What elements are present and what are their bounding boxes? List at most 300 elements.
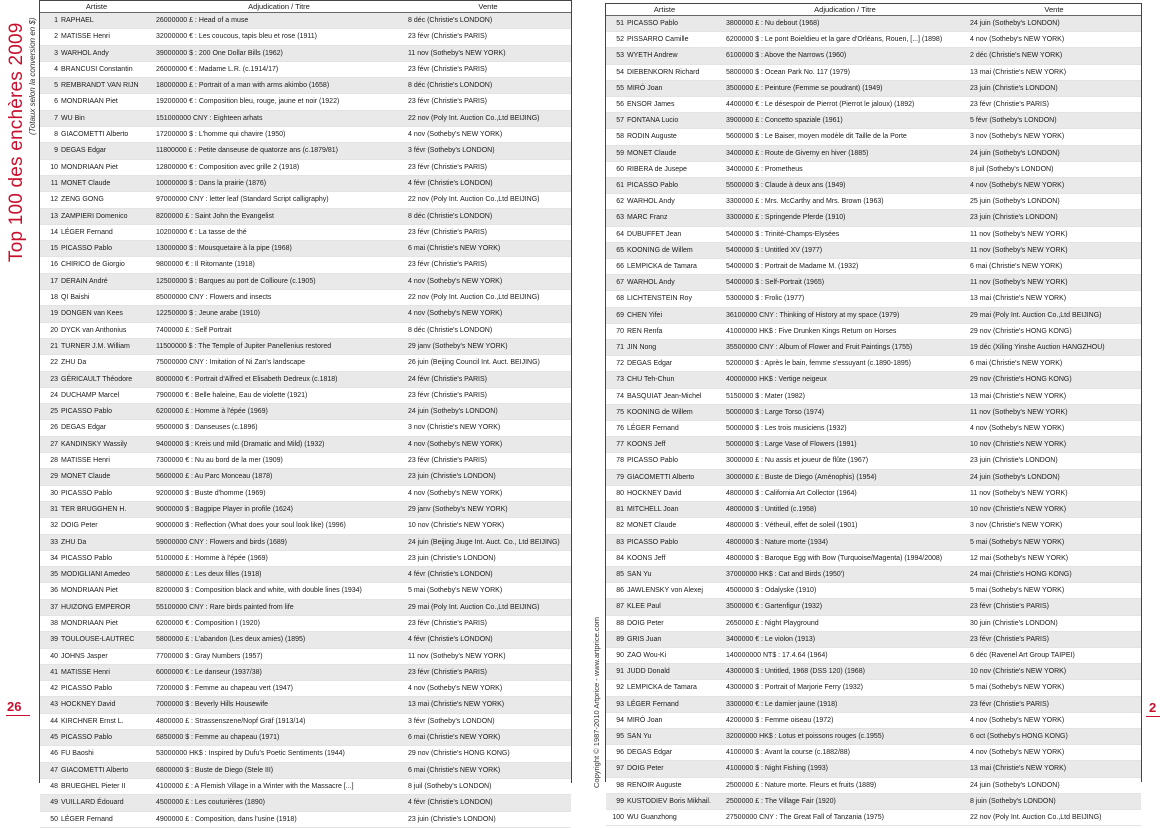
artist-cell [606,291,723,307]
artist-name: LÉGER Fernand [61,815,113,823]
adjudication-title-cell: 5800000 $ : Ocean Park No. 117 (1979) [723,64,967,80]
artist-cell [40,273,153,289]
artist-name: RIBERA de Jusepe [627,165,687,173]
rank-number: 23 [50,375,58,383]
artist-name: RODIN Auguste [627,133,677,141]
table-row [40,208,571,224]
adjudication-title-cell: 6200000 € : Composition I (1920) [153,615,405,631]
sale-cell: 23 févr (Christie's PARIS) [405,94,571,110]
sale-cell: 4 nov (Sotheby's NEW YORK) [405,485,571,501]
rank-number: 66 [616,263,624,271]
rank-number: 13 [50,212,58,220]
artist-name: GRIS Juan [627,635,662,643]
sale-cell: 4 nov (Sotheby's NEW YORK) [405,127,571,143]
artist-cell [40,583,153,599]
artist-cell [606,583,723,599]
adjudication-title-cell: 2500000 £ : The Village Fair (1920) [723,793,967,809]
artist-name: TER BRUGGHEN H. [61,505,127,513]
table-row [606,161,1141,177]
rank-number: 85 [616,570,624,578]
rank-number: 79 [616,473,624,481]
table-row [40,567,571,583]
adjudication-title-cell: 5000000 $ : Large Torso (1974) [723,404,967,420]
artist-cell [40,159,153,175]
adjudication-title-cell: 4500000 $ : Odalyske (1910) [723,583,967,599]
artist-cell [40,94,153,110]
table-row [40,778,571,794]
table-row [40,78,571,94]
sale-cell: 23 févr (Christie's PARIS) [405,61,571,77]
table-row [606,113,1141,129]
adjudication-title-cell: 3300000 £ : Springende Pferde (1910) [723,210,967,226]
artist-cell [40,241,153,257]
table-row [40,681,571,697]
sale-cell: 22 nov (Poly Int. Auction Co.,Ltd BEIJING) [405,110,571,126]
sale-cell: 6 mai (Christie's NEW YORK) [967,259,1141,275]
sale-cell: 19 déc (Xiling Yinshe Auction HANGZHOU) [967,340,1141,356]
page-number-rule-right [1146,716,1160,717]
rank-number: 60 [616,165,624,173]
artist-cell [606,518,723,534]
artist-cell [40,208,153,224]
adjudication-title-cell: 6800000 $ : Buste de Diego (Stele III) [153,762,405,778]
adjudication-title-cell: 3800000 £ : Nu debout (1968) [723,16,967,32]
artist-name: DIEBENKORN Richard [627,68,700,76]
adjudication-title-cell: 7900000 € : Belle haleine, Eau de violette (1921) [153,387,405,403]
artist-name: ZAMPIERI Domenico [61,212,128,220]
sale-cell: 5 févr (Sotheby's LONDON) [967,113,1141,129]
table-row [606,145,1141,161]
sale-cell: 13 mai (Christie's NEW YORK) [967,64,1141,80]
page-number-rule-left [6,715,30,716]
rank-number: 88 [616,619,624,627]
artist-cell [606,194,723,210]
artist-name: KANDINSKY Wassily [61,440,128,448]
table-row [606,129,1141,145]
sale-cell: 23 févr (Christie's PARIS) [405,453,571,469]
artist-cell [606,145,723,161]
rank-number: 71 [616,344,624,352]
artist-name: MONET Claude [627,149,677,157]
adjudication-title-cell: 7400000 £ : Self Portrait [153,322,405,338]
sale-cell: 23 févr (Christie's PARIS) [967,97,1141,113]
artist-cell [606,48,723,64]
table-row [40,13,571,29]
artist-name: LEMPICKA de Tamara [627,684,697,692]
rank-number: 100 [612,813,624,821]
table-row [40,387,571,403]
rank-number: 89 [616,635,624,643]
artist-cell [606,242,723,258]
adjudication-title-cell: 6200000 $ : Le pont Boieldieu et la gare d'Orléans, Rouen, [...] (1898) [723,32,967,48]
rank-number: 15 [50,245,58,253]
artist-name: PICASSO Pablo [627,538,678,546]
rank-number: 20 [50,326,58,334]
artist-name: TURNER J.M. William [61,342,130,350]
table-row [40,713,571,729]
adjudication-title-cell: 3300000 £ : Mrs. McCarthy and Mrs. Brown (1963) [723,194,967,210]
sale-cell: 4 nov (Sotheby's NEW YORK) [405,273,571,289]
rank-number: 73 [616,376,624,384]
table-row [40,583,571,599]
rank-number: 12 [50,196,58,204]
adjudication-title-cell: 13000000 $ : Mousquetaire à la pipe (1968) [153,241,405,257]
artist-name: ZHU Da [61,538,87,546]
artist-cell [606,340,723,356]
artist-name: BRUEGHEL Pieter II [61,782,126,790]
artist-cell [606,566,723,582]
rank-number: 24 [50,391,58,399]
rank-number: 93 [616,700,624,708]
sale-cell: 24 juin (Sotheby's LONDON) [967,16,1141,32]
table-row [40,664,571,680]
artist-name: WU Guanzhong [627,813,677,821]
rank-number: 82 [616,522,624,530]
sale-cell: 23 févr (Christie's PARIS) [405,664,571,680]
adjudication-title-cell: 36100000 CNY : Thinking of History at my space (1979) [723,307,967,323]
artist-cell [40,730,153,746]
artist-name: REN Renfa [627,327,663,335]
artist-cell [606,16,723,32]
artist-name: ENSOR James [627,101,675,109]
table-row [606,534,1141,550]
artist-cell [40,567,153,583]
artist-cell [40,110,153,126]
sale-cell: 11 nov (Sotheby's NEW YORK) [405,45,571,61]
table-row [606,323,1141,339]
table-row [606,518,1141,534]
table-row [606,712,1141,728]
adjudication-title-cell: 7200000 $ : Femme au chapeau vert (1947) [153,681,405,697]
rank-number: 38 [50,619,58,627]
rank-number: 22 [50,359,58,367]
table-row [40,697,571,713]
artist-cell [606,210,723,226]
rank-number: 99 [616,797,624,805]
table-row [606,194,1141,210]
table-row [606,178,1141,194]
artist-name: PICASSO Pablo [61,408,112,416]
adjudication-title-cell: 9400000 $ : Kreis und mild (Dramatic and Mild) (1932) [153,436,405,452]
rank-number: 39 [50,636,58,644]
artist-name: PICASSO Pablo [61,685,112,693]
adjudication-title-cell: 4800000 $ : California Art Collector (1964) [723,485,967,501]
adjudication-title-cell: 12250000 $ : Jeune arabe (1910) [153,306,405,322]
artist-cell [40,78,153,94]
adjudication-title-cell: 5800000 £ : Les deux filles (1918) [153,567,405,583]
artist-cell [606,453,723,469]
adjudication-title-cell: 4300000 $ : Untitled, 1968 (DSS 120) (1968) [723,664,967,680]
artist-name: GIACOMETTI Alberto [61,131,129,139]
artist-name: DYCK van Anthonius [61,326,127,334]
sale-cell: 29 nov (Christie's HONG KONG) [967,323,1141,339]
artist-name: KOONS Jeff [627,554,666,562]
rank-number: 78 [616,457,624,465]
rank-number: 62 [616,198,624,206]
adjudication-title-cell: 26000000 € : Madame L.R. (c.1914/17) [153,61,405,77]
artist-cell [40,143,153,159]
rank-number: 55 [616,84,624,92]
artist-name: LICHTENSTEIN Roy [627,295,692,303]
table-row [606,647,1141,663]
adjudication-title-cell: 35500000 CNY : Album of Flower and Fruit Paintings (1755) [723,340,967,356]
artist-cell [40,13,153,29]
table-body-left [40,13,571,828]
artist-cell [606,113,723,129]
table-row [40,550,571,566]
table-row [40,534,571,550]
table-row [606,16,1141,32]
artist-cell [606,793,723,809]
adjudication-title-cell: 3000000 £ : Buste de Diego (Aménophis) (1954) [723,469,967,485]
sale-cell: 4 févr (Christie's LONDON) [405,175,571,191]
artist-name: MONDRIAAN Piet [61,587,118,595]
rank-number: 91 [616,668,624,676]
artist-name: SAN Yu [627,570,652,578]
table-row [40,175,571,191]
rank-number: 49 [50,799,58,807]
table-row [40,436,571,452]
sale-cell: 24 juin (Beijing Jiuge Int. Auct. Co., Ltd BEIJING) [405,534,571,550]
adjudication-title-cell: 5300000 $ : Frolic (1977) [723,291,967,307]
artist-cell [40,795,153,811]
sale-cell: 4 nov (Sotheby's NEW YORK) [967,745,1141,761]
rank-number: 45 [50,734,58,742]
rank-number: 8 [54,131,58,139]
sale-cell: 6 mai (Christie's NEW YORK) [967,356,1141,372]
sale-cell: 2 déc (Christie's NEW YORK) [967,48,1141,64]
sale-cell: 6 déc (Ravenel Art Group TAIPEI) [967,647,1141,663]
table-row [606,64,1141,80]
artist-cell [40,762,153,778]
rank-number: 54 [616,68,624,76]
artist-cell [606,728,723,744]
artist-cell [606,745,723,761]
table-row [606,615,1141,631]
table-row [40,94,571,110]
artist-name: MONET Claude [61,179,111,187]
artist-name: WYETH Andrew [627,52,678,60]
table-row [606,485,1141,501]
adjudication-title-cell: 10200000 € : La tasse de thé [153,224,405,240]
rank-number: 27 [50,440,58,448]
adjudication-title-cell: 7700000 $ : Gray Numbers (1957) [153,648,405,664]
ranking-table-right [606,4,1141,826]
adjudication-title-cell: 9000000 $ : Bagpipe Player in profile (1624) [153,501,405,517]
artist-cell [606,485,723,501]
artist-name: REMBRANDT VAN RIJN [61,82,139,90]
sale-cell: 11 nov (Sotheby's NEW YORK) [967,242,1141,258]
sale-cell: 4 nov (Sotheby's NEW YORK) [967,712,1141,728]
artist-cell [606,664,723,680]
adjudication-title-cell: 4800000 $ : Baroque Egg with Bow (Turquoise/Magenta) (1994/2008) [723,550,967,566]
sale-cell: 6 oct (Sotheby's HONG KONG) [967,728,1141,744]
table-row [40,469,571,485]
rank-number: 51 [616,20,624,27]
adjudication-title-cell: 12800000 € : Composition avec grille 2 (1918) [153,159,405,175]
artist-name: ZAO Wou-Ki [627,651,667,659]
page-number-left: 26 [7,699,22,714]
sale-cell: 23 févr (Christie's PARIS) [405,29,571,45]
table-row [40,290,571,306]
table-row [40,615,571,631]
adjudication-title-cell: 3000000 £ : Nu assis et joueur de flûte (1967) [723,453,967,469]
artist-cell [40,257,153,273]
adjudication-title-cell: 4500000 £ : Les couturières (1890) [153,795,405,811]
rank-number: 48 [50,782,58,790]
artist-name: LÉGER Fernand [61,228,113,236]
rank-number: 64 [616,230,624,238]
sale-cell: 23 juin (Christie's LONDON) [967,453,1141,469]
sale-cell: 3 nov (Christie's NEW YORK) [405,420,571,436]
sale-cell: 29 mai (Poly Int. Auction Co.,Ltd BEIJING) [405,599,571,615]
sale-cell: 23 févr (Christie's PARIS) [405,615,571,631]
artist-name: QI Baishi [61,294,90,302]
adjudication-title-cell: 3300000 € : Le damier jaune (1918) [723,696,967,712]
table-row [606,793,1141,809]
table-row [606,566,1141,582]
rank-number: 58 [616,133,624,141]
sale-cell: 11 nov (Sotheby's NEW YORK) [967,485,1141,501]
artist-cell [40,485,153,501]
rank-number: 40 [50,652,58,660]
table-row [606,599,1141,615]
artist-cell [606,631,723,647]
artist-cell [40,632,153,648]
sale-cell: 30 juin (Christie's LONDON) [967,615,1141,631]
sale-cell: 4 nov (Sotheby's NEW YORK) [405,681,571,697]
rank-number: 16 [50,261,58,269]
sale-cell: 4 févr (Christie's LONDON) [405,632,571,648]
rank-number: 17 [50,277,58,285]
sale-cell: 11 nov (Sotheby's NEW YORK) [405,648,571,664]
table-row [606,356,1141,372]
rank-number: 21 [50,342,58,350]
sale-cell: 11 nov (Sotheby's NEW YORK) [967,404,1141,420]
artist-name: KOONS Jeff [627,441,666,449]
artist-name: HUIZONG EMPEROR [61,603,131,611]
adjudication-title-cell: 8200000 £ : Saint John the Evangelist [153,208,405,224]
page-title: Top 100 des enchères 2009 [6,22,27,262]
adjudication-title-cell: 140000000 NT$ : 17.4.64 (1964) [723,647,967,663]
table-row [606,583,1141,599]
table-row [606,340,1141,356]
adjudication-title-cell: 12500000 $ : Barques au port de Collioure (c.1905) [153,273,405,289]
sale-cell: 23 févr (Christie's PARIS) [967,631,1141,647]
artist-cell [40,648,153,664]
sale-cell: 29 janv (Sotheby's NEW YORK) [405,501,571,517]
adjudication-title-cell: 10000000 $ : Dans la prairie (1876) [153,175,405,191]
artist-cell [606,129,723,145]
artist-cell [40,290,153,306]
artist-name: CHEN Yifei [627,311,663,319]
adjudication-title-cell: 4800000 $ : Untitled (c.1958) [723,502,967,518]
artist-cell [606,502,723,518]
sale-cell: 23 juin (Christie's LONDON) [405,811,571,827]
artist-name: RAPHAEL [61,17,94,24]
rank-number: 90 [616,651,624,659]
adjudication-title-cell: 37000000 HK$ : Cat and Birds (1950') [723,566,967,582]
artist-name: TOULOUSE-LAUTREC [61,636,135,644]
table-row [606,404,1141,420]
rank-number: 86 [616,587,624,595]
adjudication-title-cell: 5400000 $ : Trinité-Champs-Elysées [723,226,967,242]
rank-number: 76 [616,425,624,433]
table-row [606,291,1141,307]
rank-number: 34 [50,554,58,562]
ranking-table-panel-left [39,0,572,823]
adjudication-title-cell: 3500000 £ : Peinture (Femme se poudrant) (1949) [723,80,967,96]
adjudication-title-cell: 4800000 $ : Vétheuil, effet de soleil (1901) [723,518,967,534]
table-row [40,241,571,257]
sale-cell: 22 nov (Poly Int. Auction Co.,Ltd BEIJING) [967,809,1141,825]
sale-cell: 23 févr (Christie's PARIS) [967,696,1141,712]
table-row [606,664,1141,680]
artist-name: DUBUFFET Jean [627,230,682,238]
table-row [606,809,1141,825]
sale-cell: 13 mai (Christie's NEW YORK) [967,761,1141,777]
sale-cell: 23 juin (Christie's LONDON) [405,469,571,485]
rank-number: 36 [50,587,58,595]
adjudication-title-cell: 39000000 $ : 200 One Dollar Bills (1962) [153,45,405,61]
page-subtitle: (Totaux selon la conversion en $) [28,17,37,135]
artist-name: ZENG GONG [61,196,104,204]
adjudication-title-cell: 5400000 $ : Untitled XV (1977) [723,242,967,258]
rank-number: 26 [50,424,58,432]
artist-name: DONGEN van Kees [61,310,123,318]
adjudication-title-cell: 4200000 $ : Femme oiseau (1972) [723,712,967,728]
table-row [40,420,571,436]
artist-name: WARHOL Andy [627,198,675,206]
artist-name: DOIG Peter [61,522,98,530]
rank-number: 68 [616,295,624,303]
artist-name: PICASSO Pablo [61,489,112,497]
artist-name: MONDRIAAN Piet [61,98,118,106]
artist-name: HOCKNEY David [61,701,116,709]
adjudication-title-cell: 5500000 $ : Claude à deux ans (1949) [723,178,967,194]
rank-number: 1 [54,17,58,24]
table-row [606,421,1141,437]
artist-name: FU Baoshi [61,750,94,758]
sale-cell: 4 nov (Sotheby's NEW YORK) [405,436,571,452]
table-row [40,518,571,534]
artist-cell [40,387,153,403]
artist-name: MATISSE Henri [61,457,110,465]
table-row [606,307,1141,323]
artist-cell [606,615,723,631]
artist-cell [40,534,153,550]
rank-number: 25 [50,408,58,416]
table-row [40,143,571,159]
adjudication-title-cell: 19200000 € : Composition bleu, rouge, jaune et noir (1922) [153,94,405,110]
artist-name: FONTANA Lucio [627,117,679,125]
table-row [40,485,571,501]
artist-name: ZHU Da [61,359,87,367]
rank-number: 46 [50,750,58,758]
adjudication-title-cell: 4900000 £ : Composition, dans l'usine (1918) [153,811,405,827]
artist-cell [606,534,723,550]
artist-name: JOHNS Jasper [61,652,108,660]
table-row [40,762,571,778]
sale-cell: 29 janv (Sotheby's NEW YORK) [405,338,571,354]
rank-number: 98 [616,781,624,789]
artist-cell [606,388,723,404]
adjudication-title-cell: 85000000 CNY : Flowers and insects [153,290,405,306]
sale-cell: 23 févr (Christie's PARIS) [967,599,1141,615]
artist-cell [606,777,723,793]
rank-number: 63 [616,214,624,222]
artist-name: JIN Nong [627,344,657,352]
